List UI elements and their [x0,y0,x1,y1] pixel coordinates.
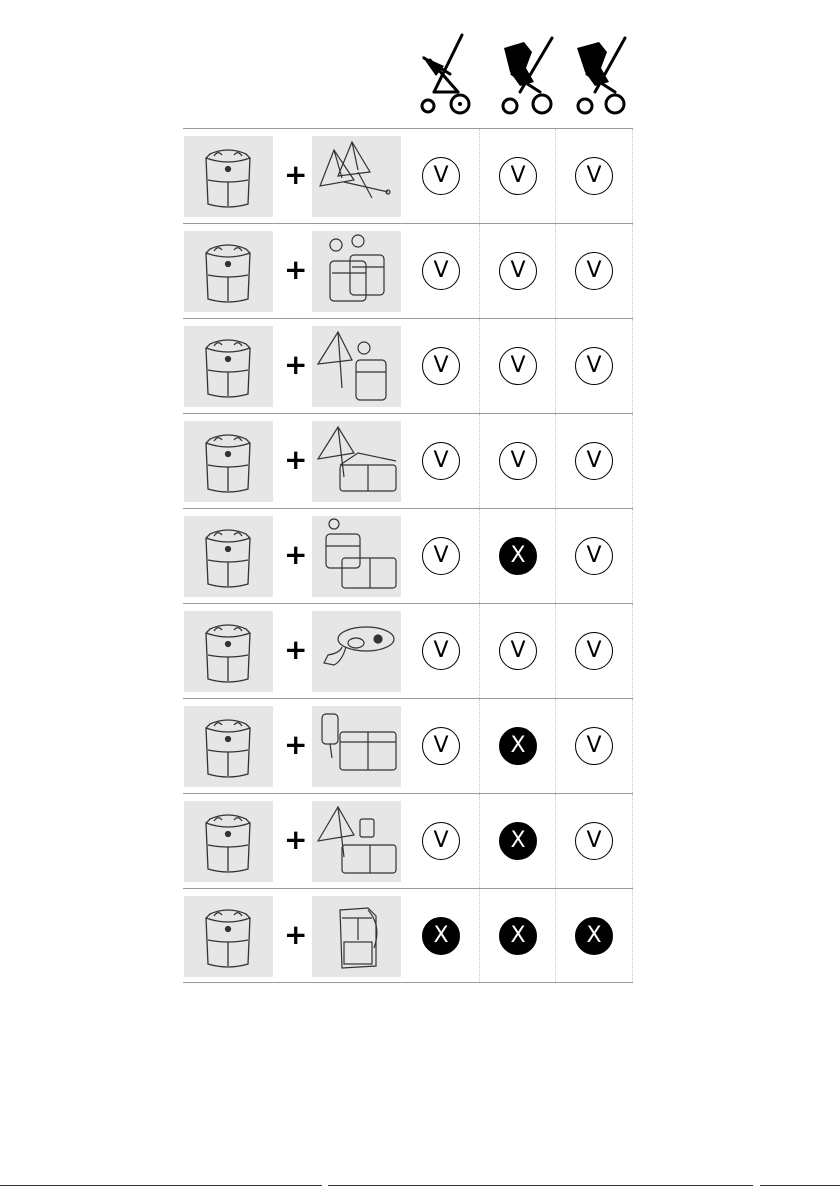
parasol-organizer-icon [312,421,401,502]
organizer-bag-icon [184,326,273,407]
compat-cell [555,889,633,982]
table-row [183,413,633,508]
compatible-mark: V [575,347,613,385]
stroller-header [400,30,635,120]
compatible-mark: V [422,157,460,195]
plus-sign: + [284,538,308,571]
compatible-mark: V [575,822,613,860]
compatible-mark: V [422,442,460,480]
compat-cell [479,889,556,982]
organizer-bag-icon [184,421,273,502]
compat-cell [555,699,633,793]
compatible-mark: V [422,347,460,385]
compat-cell [479,509,556,603]
compat-cell [555,319,633,413]
compatible-mark: V [499,252,537,290]
organizer-bag-icon [184,896,273,977]
organizer-bag-icon [184,136,273,217]
compatible-mark: V [499,442,537,480]
phone-holder-organizer-icon [312,706,401,787]
compat-cell [479,224,556,318]
backpack-icon [312,896,401,977]
footer-divider [0,1185,322,1186]
compatible-mark: V [422,822,460,860]
table-row [183,508,633,603]
compatible-mark: V [422,632,460,670]
compat-cell [555,224,633,318]
table-row [183,223,633,318]
compat-cell [555,604,633,698]
table-row [183,793,633,888]
incompatible-mark: X [499,727,537,765]
compat-cell [403,319,479,413]
compat-cell [555,414,633,508]
compatible-mark: V [575,727,613,765]
footer-divider [328,1185,753,1186]
footer-divider [760,1185,840,1186]
parasol-icon [312,136,401,217]
compat-cell [479,794,556,888]
compatible-mark: V [575,252,613,290]
table-row [183,128,633,223]
cup-holder-icon [312,231,401,312]
organizer-bag-icon [184,231,273,312]
compat-cell [403,604,479,698]
compatible-mark: V [575,157,613,195]
compatible-mark: V [422,252,460,290]
compatible-mark: V [499,347,537,385]
organizer-bag-icon [184,706,273,787]
organizer-bag-icon [184,611,273,692]
parasol-cup-holder-icon [312,326,401,407]
compatible-mark: V [499,632,537,670]
compatible-mark: V [575,537,613,575]
stroller-seat-icon [490,30,565,120]
plus-sign: + [284,823,308,856]
compat-cell [479,319,556,413]
compat-cell [555,794,633,888]
cup-holder-organizer-icon [312,516,401,597]
incompatible-mark: X [499,917,537,955]
parasol-smartphone-organizer-icon [312,801,401,882]
incompatible-mark: X [499,537,537,575]
compat-cell [403,224,479,318]
compat-cell [403,129,479,223]
compat-cell [403,699,479,793]
organizer-bag-icon [184,516,273,597]
compatible-mark: V [499,157,537,195]
compat-cell [403,889,479,982]
table-row [183,318,633,413]
table-row [183,603,633,698]
plus-sign: + [284,253,308,286]
table-row [183,888,633,983]
compat-cell [403,414,479,508]
compat-cell [479,699,556,793]
plus-sign: + [284,443,308,476]
compat-cell [479,414,556,508]
organizer-bag-icon [184,801,273,882]
compatibility-matrix [183,128,633,983]
incompatible-mark: X [575,917,613,955]
incompatible-mark: X [499,822,537,860]
compatible-mark: V [422,537,460,575]
compatible-mark: V [575,632,613,670]
compat-cell [555,509,633,603]
compat-cell [555,129,633,223]
plus-sign: + [284,918,308,951]
plus-sign: + [284,728,308,761]
table-row [183,698,633,793]
snack-tray-icon [312,611,401,692]
compat-cell [403,794,479,888]
compat-cell [479,604,556,698]
compat-cell [403,509,479,603]
compatible-mark: V [422,727,460,765]
plus-sign: + [284,158,308,191]
incompatible-mark: X [422,917,460,955]
compat-cell [479,129,556,223]
stroller-seat-canopy-icon [565,30,640,120]
compatible-mark: V [575,442,613,480]
plus-sign: + [284,633,308,666]
plus-sign: + [284,348,308,381]
stroller-frame-icon [410,30,485,120]
